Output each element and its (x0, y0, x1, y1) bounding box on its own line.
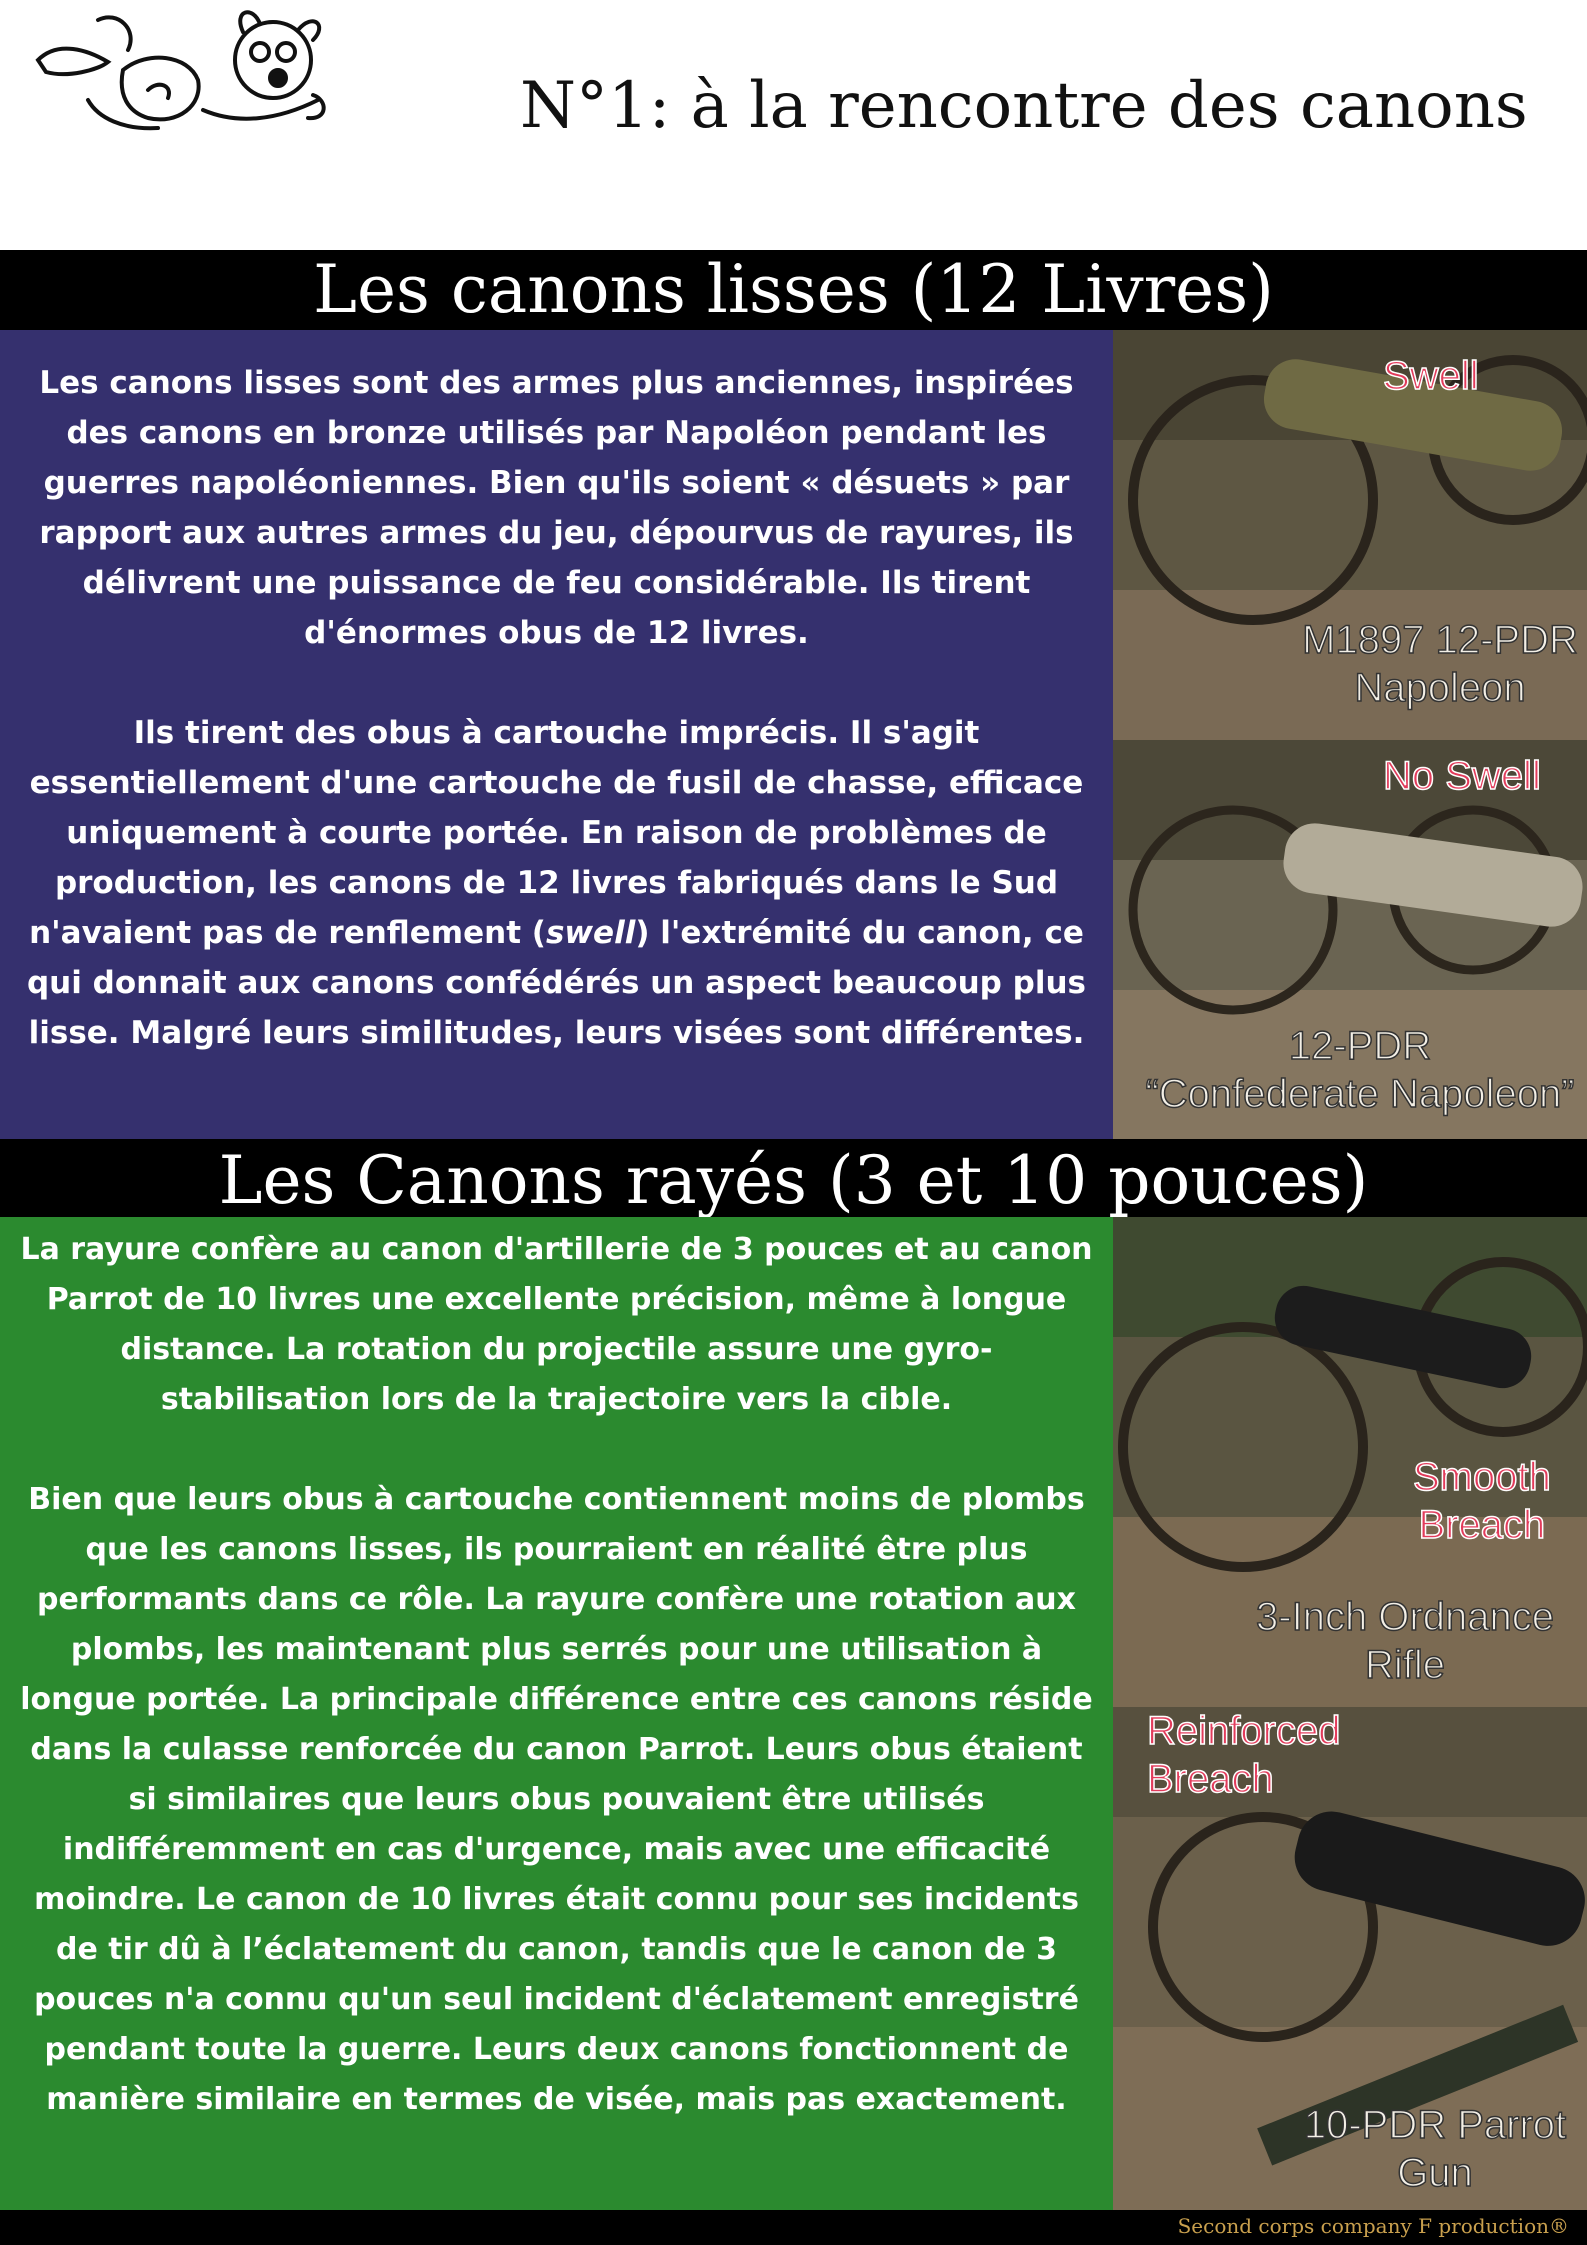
section-heading-rifled: Les Canons rayés (3 et 10 pouces) (0, 1139, 1587, 1217)
production-credit: Second corps company F production® (1177, 2214, 1569, 2238)
confederate-napoleon-caption: 12-PDR “Confederate Napoleon” (1145, 1024, 1575, 1116)
swell-term: swell (545, 915, 636, 951)
photo-confederate-napoleon-cannon (1113, 740, 1587, 1139)
rifled-paragraph-1: La rayure confère au canon d'artillerie de 3 pouces et au canon Parrot de 10 livres une excellente précision, même à longue distance. La rotation du projectile assure une gyro-stabilisation lors de la trajectoire vers la cible. (20, 1232, 1093, 1417)
photo-ordnance-rifle (1113, 1217, 1587, 1707)
parrot-gun-caption: 10-PDR Parrot Gun (1303, 2103, 1567, 2195)
smoothbore-paragraph-1: Les canons lisses sont des armes plus anciennes, inspirées des canons en bronze utilisés par Napoléon pendant les guerres napoléoniennes. Bien qu'ils soient « désuets » par rapport aux autres armes du jeu, dépourvus de rayures, ils délivrent une puissance de feu considérable. Ils tirent d'énormes obus de 12 livres. (39, 365, 1074, 651)
chipmunk-cartoon-icon (28, 0, 328, 148)
reinforced-breach-label: Reinforced Breach (1147, 1709, 1341, 1801)
page-title: N°1: à la rencontre des canons (520, 69, 1528, 143)
photo-napoleon-cannon (1113, 330, 1587, 740)
rifled-paragraph-2: Bien que leurs obus à cartouche contiennent moins de plombs que les canons lisses, ils pourraient en réalité être plus performants dans ce rôle. La rayure confère une rotation aux plombs, les maintenant plus serrés pour une utilisation à longue portée. La principale différence entre ces canons réside dans la culasse renforcée du canon Parrot. Leurs obus étaient si similaires que leurs obus pouvaient être utilisés indifféremment en cas d'urgence, mais avec une efficacité moindre. Le canon de 10 livres était connu pour ses incidents de tir dû à l’éclatement du canon, tandis que le canon de 3 pouces n'a connu qu'un seul incident d'éclatement enregistré pendant toute la guerre. Leurs deux canons fonctionnent de manière similaire en termes de visée, mais pas exactement. (20, 1482, 1093, 2117)
ordnance-rifle-caption: 3-Inch Ordnance Rifle (1256, 1595, 1554, 1687)
smooth-breach-label: Smooth Breach (1413, 1455, 1551, 1547)
rifled-text-panel (0, 1217, 1113, 2210)
swell-label: Swell (1383, 354, 1479, 398)
section-heading-smoothbore: Les canons lisses (12 Livres) (0, 250, 1587, 330)
smoothbore-text-panel (0, 330, 1113, 1139)
no-swell-label: No Swell (1383, 754, 1541, 798)
smoothbore-paragraph-2: Ils tirent des obus à cartouche imprécis. Il s'agit essentiellement d'une cartouche de fusil de chasse, efficace uniquement à courte portée. En raison de problèmes de production, les canons de 12 livres fabriqués dans le Sud n'avaient pas de renflement (swell) l'extrémité du canon, ce qui donnait aux canons confédérés un aspect beaucoup plus lisse. Malgré leurs similitudes, leurs visées sont différentes. (26, 715, 1086, 1051)
napoleon-caption: M1897 12-PDR Napoleon (1302, 618, 1578, 710)
photo-parrot-gun (1113, 1707, 1587, 2210)
